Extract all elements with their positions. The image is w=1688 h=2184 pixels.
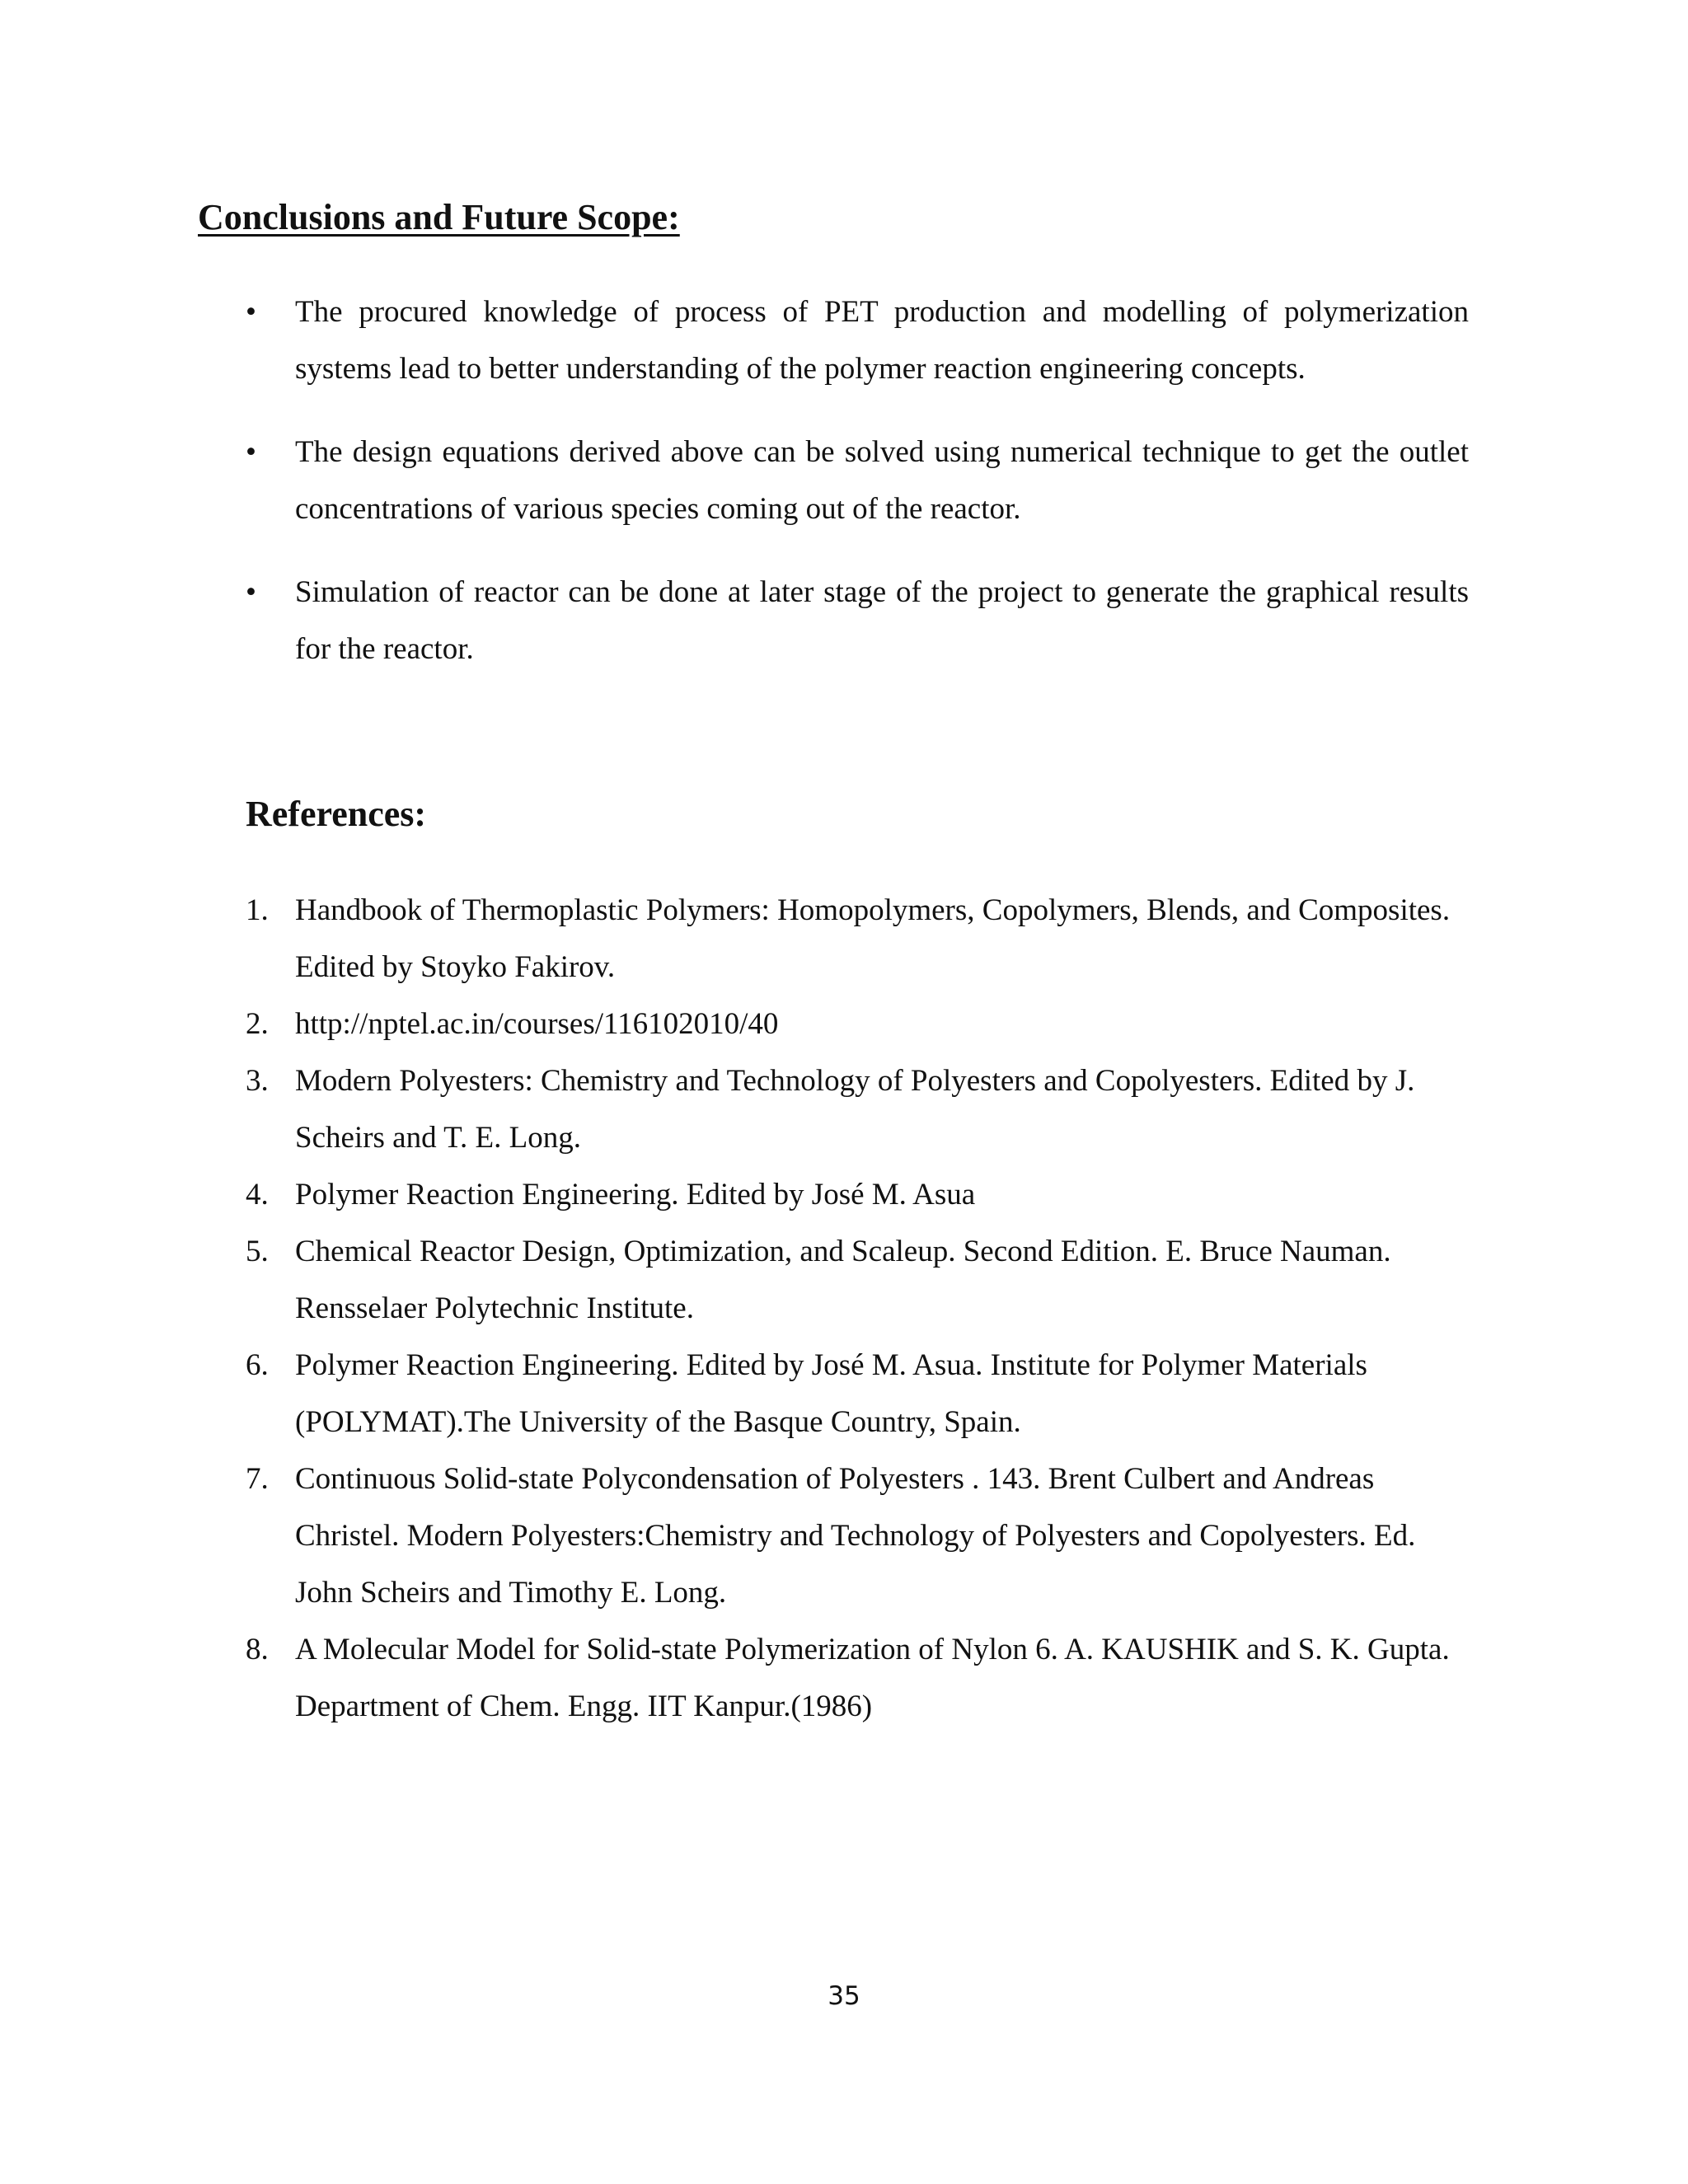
- reference-number: 3.: [246, 1064, 269, 1098]
- reference-item: [246, 1166, 1469, 1223]
- reference-number: 7.: [246, 1462, 269, 1496]
- reference-number: 6.: [246, 1348, 269, 1382]
- conclusion-item: [246, 424, 1469, 537]
- reference-number: 2.: [246, 1007, 269, 1041]
- conclusions-list: [246, 284, 1469, 704]
- reference-item: [246, 882, 1469, 996]
- reference-item: [246, 996, 1469, 1052]
- reference-item: [246, 1451, 1469, 1621]
- conclusion-text: The procured knowledge of process of PET production and modelling of polymerization systems lead to better understanding of the polymer reaction engineering concepts.: [295, 295, 1469, 386]
- reference-number: 5.: [246, 1235, 269, 1268]
- references-heading: References:: [246, 794, 427, 834]
- conclusion-text: The design equations derived above can be solved using numerical technique to get the outlet concentrations of various species coming out of the reactor.: [295, 435, 1469, 526]
- reference-text: A Molecular Model for Solid-state Polymerization of Nylon 6. A. KAUSHIK and S. K. Gupta. Department of Chem. Engg. IIT Kanpur.(1986): [295, 1633, 1450, 1723]
- reference-text: Handbook of Thermoplastic Polymers: Homopolymers, Copolymers, Blends, and Composites. Edited by Stoyko Fakirov.: [295, 893, 1451, 984]
- reference-item: [246, 1621, 1469, 1735]
- page-number: 35: [828, 1981, 860, 2011]
- reference-link: http://nptel.ac.in/courses/116102010/40: [295, 1007, 779, 1041]
- reference-number: 8.: [246, 1633, 269, 1666]
- conclusion-item: [246, 564, 1469, 677]
- reference-number: 1.: [246, 893, 269, 927]
- reference-text: Chemical Reactor Design, Optimization, and Scaleup. Second Edition. E. Bruce Nauman. Rensselaer Polytechnic Institute.: [295, 1235, 1391, 1325]
- conclusions-heading: Conclusions and Future Scope:: [198, 197, 680, 237]
- reference-item: [246, 1337, 1469, 1451]
- bullet-icon: •: [246, 435, 256, 469]
- reference-item: [246, 1052, 1469, 1166]
- reference-text: Polymer Reaction Engineering. Edited by José M. Asua: [295, 1178, 976, 1212]
- conclusion-item: [246, 284, 1469, 397]
- reference-text: Polymer Reaction Engineering. Edited by José M. Asua. Institute for Polymer Materials (POLYMAT).The University of the Basque Country, Spain.: [295, 1348, 1367, 1439]
- references-list: [246, 882, 1469, 1735]
- reference-item: [246, 1223, 1469, 1337]
- conclusion-text: Simulation of reactor can be done at later stage of the project to generate the graphical results for the reactor.: [295, 575, 1469, 666]
- reference-text: Modern Polyesters: Chemistry and Technology of Polyesters and Copolyesters. Edited by J. Scheirs and T. E. Long.: [295, 1064, 1415, 1155]
- reference-text: Continuous Solid-state Polycondensation of Polyesters . 143. Brent Culbert and Andreas Christel. Modern Polyesters:Chemistry and Technology of Polyesters and Copolyesters. Ed. John Scheirs and Timothy E. Long.: [295, 1462, 1416, 1610]
- reference-number: 4.: [246, 1178, 269, 1212]
- bullet-icon: •: [246, 575, 256, 609]
- bullet-icon: •: [246, 295, 256, 329]
